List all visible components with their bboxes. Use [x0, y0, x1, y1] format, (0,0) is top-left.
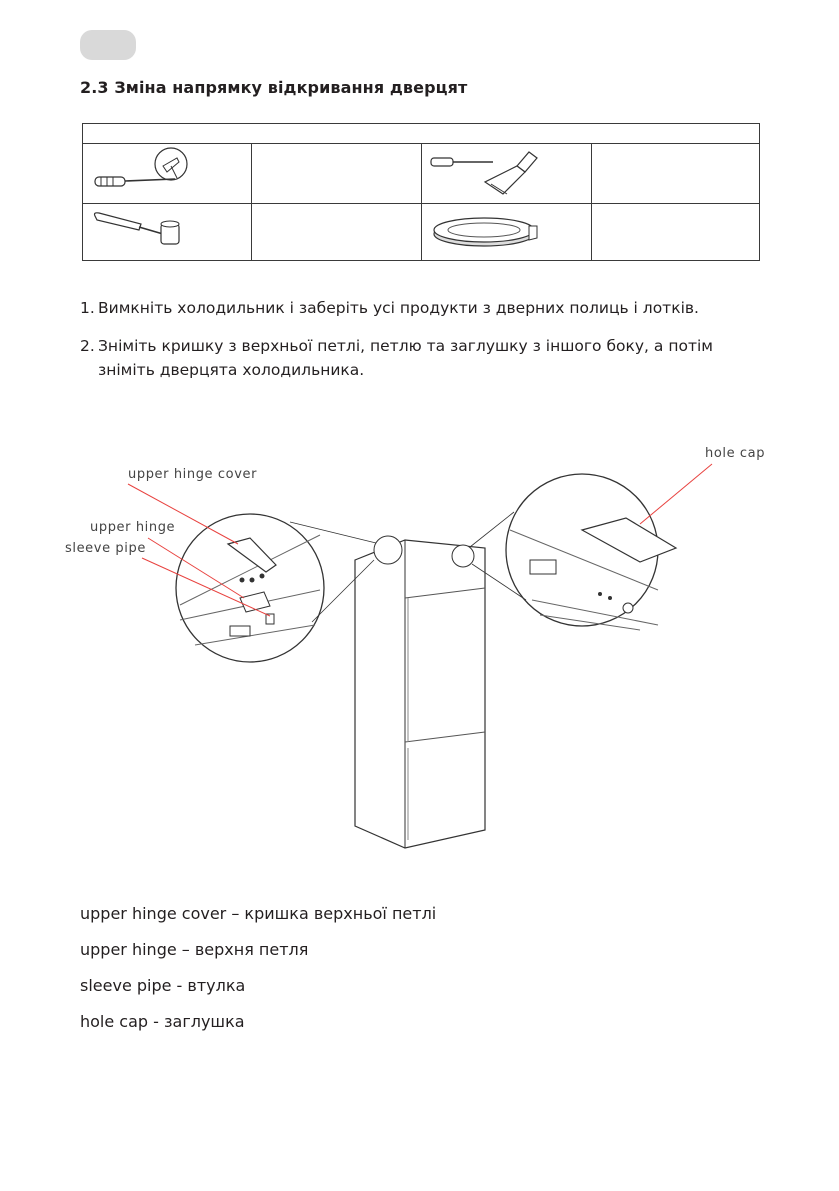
- fridge-diagram: [65, 430, 780, 860]
- screwdriver-icon: [89, 142, 249, 202]
- table-divider: [591, 143, 592, 260]
- instruction-number: 1.: [80, 299, 95, 317]
- glossary-item: hole cap - заглушка: [80, 1012, 245, 1031]
- instruction-text: Зніміть кришку з верхньої петлі, петлю та заглушку з іншого боку, а потім: [98, 337, 713, 355]
- instruction-item: [80, 296, 699, 320]
- adhesive-tape-icon: [429, 204, 589, 260]
- label-upper-hinge: upper hinge: [90, 520, 176, 535]
- glossary-item: upper hinge cover – кришка верхньої петлі: [80, 904, 437, 923]
- tools-table: [82, 123, 760, 261]
- fridge: [355, 536, 485, 848]
- socket-wrench-icon: [89, 204, 249, 260]
- instruction-number: 2.: [80, 337, 95, 355]
- glossary-item: upper hinge – верхня петля: [80, 940, 309, 959]
- label-hole-cap: hole cap: [705, 446, 766, 461]
- section-title: 2.3 Зміна напрямку відкривання дверцят: [80, 78, 468, 97]
- label-upper-hinge-cover: upper hinge cover: [128, 467, 258, 482]
- label-sleeve-pipe: sleeve pipe: [65, 541, 146, 556]
- glossary-item: sleeve pipe - втулка: [80, 976, 246, 995]
- putty-knife-icon: [429, 142, 589, 202]
- instruction-text: зніміть дверцята холодильника.: [98, 361, 365, 379]
- table-divider: [251, 143, 252, 260]
- instruction-item: [80, 334, 713, 382]
- table-divider: [421, 143, 422, 260]
- instruction-text: Вимкніть холодильник і заберіть усі продукти з дверних полиць і лотків.: [98, 299, 699, 317]
- page-number-badge: [80, 30, 136, 60]
- right-detail-circle: [506, 474, 676, 630]
- left-detail-circle: [176, 514, 324, 662]
